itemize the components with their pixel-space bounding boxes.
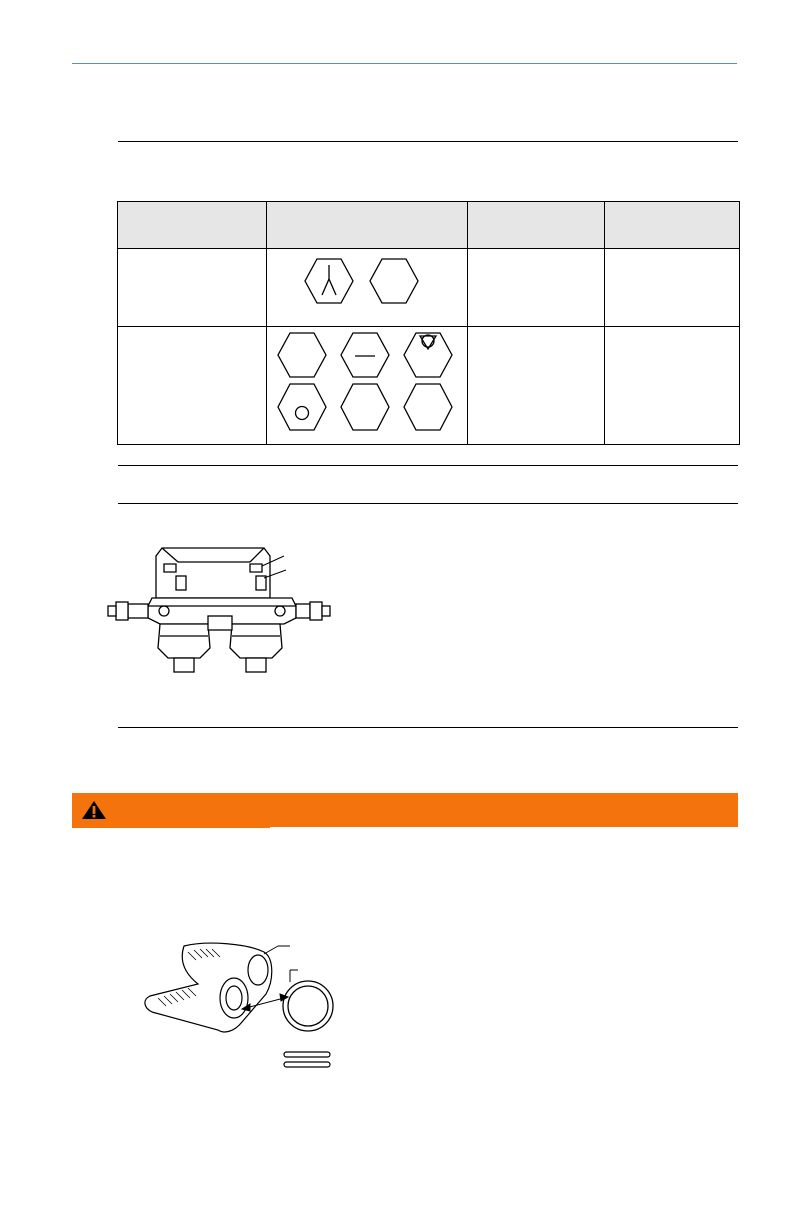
table-cell-markings (267, 249, 468, 327)
bolt-marking-table (117, 201, 740, 445)
warning-banner (72, 793, 738, 827)
head-markings-row2 (267, 327, 467, 439)
transmitter-flange-figure (104, 540, 340, 680)
table-top-rule (118, 141, 738, 142)
table-header-thread (605, 202, 740, 249)
table-header-housing (468, 202, 605, 249)
table-header-material (118, 202, 267, 249)
table-header-marking (267, 202, 468, 249)
table-cell-material (118, 249, 267, 327)
head-markings-row1 (267, 249, 467, 321)
hex-dash-icon (341, 333, 389, 377)
header-rule (72, 63, 737, 64)
figure-top-rule (118, 503, 738, 504)
hex-blank-icon (404, 384, 452, 430)
table-cell-housing (468, 327, 605, 445)
table-bottom-rule (118, 465, 738, 466)
table-cell-thread (605, 327, 740, 445)
table-header-row (118, 202, 740, 249)
o-ring-icon (283, 981, 333, 1031)
hex-blank-icon (278, 333, 326, 377)
hex-y-mark-icon (305, 259, 353, 303)
table-cell-markings (267, 327, 468, 445)
table-row (118, 249, 740, 327)
hex-triangle-icon (404, 333, 452, 377)
hex-blank-icon (341, 384, 389, 430)
table-row (118, 327, 740, 445)
o-ring-figure (138, 940, 338, 1076)
table-cell-thread (605, 249, 740, 327)
figure-bottom-rule (118, 727, 738, 728)
hex-blank-icon (370, 259, 418, 303)
warning-triangle-icon (81, 799, 107, 821)
table-cell-housing (468, 249, 605, 327)
table-cell-material (118, 327, 267, 445)
warning-underline (72, 826, 270, 828)
